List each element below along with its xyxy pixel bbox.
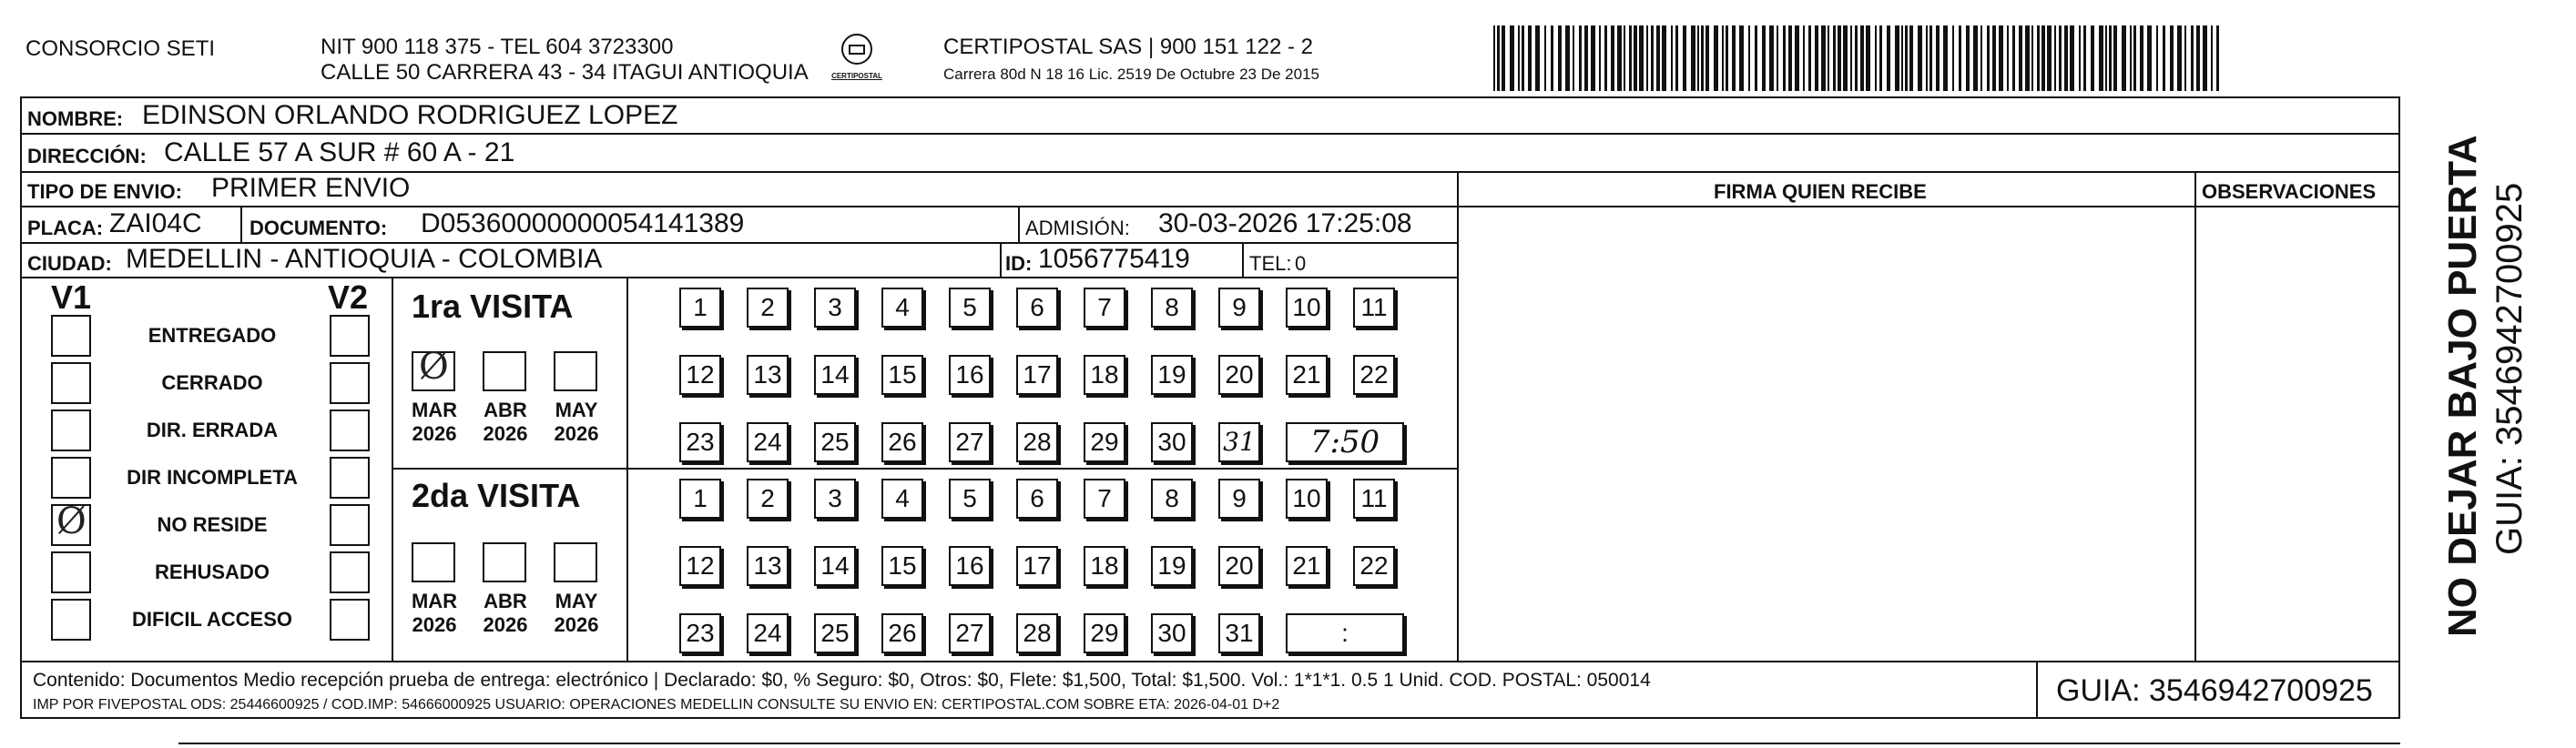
barcode-bar [1959,25,1961,91]
barcode-bar [1828,25,1829,91]
month-label: MAR 2026 [411,590,458,636]
day-box[interactable]: 28 [1016,613,1058,653]
barcode-bar [1691,25,1695,91]
barcode-bar [1510,25,1514,91]
barcode-bar [2083,25,2086,91]
barcode-bar [1973,25,1978,91]
barcode-bar [1777,25,1778,91]
barcode-bar [1895,25,1899,91]
v2-checkbox[interactable] [330,599,370,641]
footer-line2: IMP POR FIVEPOSTAL ODS: 25446600925 / COD.IMP: 54666000925 USUARIO: OPERACIONES MEDELLIN CONSULTE SU ENVIO EN: CERTIPOSTAL.COM SOBRE ETA: 2026-04-01 D+2 [33,697,1280,713]
logo-icon [824,31,890,67]
day-box[interactable]: 14 [814,546,856,586]
barcode-bar [1604,25,1607,91]
day-box[interactable]: 5 [949,479,991,519]
certi-line1: CERTIPOSTAL SAS | 900 151 122 - 2 [943,35,1313,59]
status-label: DIFICIL ACCESO [131,608,292,631]
barcode-bar [2170,25,2174,91]
barcode-bar [1966,25,1970,91]
day-box[interactable]: 27 [949,422,991,462]
day-box[interactable]: 17 [1016,355,1058,395]
barcode-bar [1705,25,1709,91]
barcode-bar [1992,25,1996,91]
barcode-bar [2037,25,2040,91]
barcode-bar [2147,25,2152,91]
month-label: MAY 2026 [554,590,599,636]
admision-value: 30-03-2026 17:25:08 [1158,208,1412,238]
v2-checkbox[interactable] [330,409,370,451]
barcode-bar [2079,25,2081,91]
month-checkbox[interactable] [483,542,526,582]
barcode-bar [1887,25,1890,91]
month-checkbox[interactable] [483,351,526,391]
v2-checkbox[interactable] [330,315,370,357]
barcode-bar [1701,25,1704,91]
day-box[interactable]: 20 [1218,355,1260,395]
barcode-bar [1843,25,1848,91]
side-guia: GUIA: 3546942700925 [2489,182,2530,555]
month-label: MAR 2026 [411,399,458,445]
barcode-bar [1558,25,1562,91]
day-box[interactable]: 9 [1218,479,1260,519]
barcode-bar [1769,25,1774,91]
nombre-value: EDINSON ORLANDO RODRIGUEZ LOPEZ [142,100,678,130]
barcode-bar [1611,25,1614,91]
documento-label: DOCUMENTO: [249,217,388,239]
status-label: DIR INCOMPLETA [127,466,298,489]
barcode-bar [2156,25,2158,91]
day-box[interactable]: 23 [679,613,721,653]
day-box[interactable]: 15 [881,355,923,395]
v1-checkbox[interactable] [51,362,91,404]
day-box[interactable]: 31 [1218,613,1260,653]
firma-header: FIRMA QUIEN RECIBE [1714,180,1927,203]
v1-checkbox[interactable] [51,500,91,546]
month-label: ABR 2026 [483,590,528,636]
barcode-bar [2211,25,2213,91]
footer-guia: GUIA: 3546942700925 [2056,673,2373,708]
day-box[interactable]: 30 [1151,613,1193,653]
time-box[interactable]: 7:50 [1286,422,1404,462]
day-box[interactable]: 13 [747,546,789,586]
barcode-bar [1943,25,1948,91]
barcode-bar [1522,25,1524,91]
v2-checkbox[interactable] [330,362,370,404]
day-box[interactable]: 2 [747,288,789,328]
barcode-bar [1535,25,1540,91]
barcode-bar [2109,25,2112,91]
address-line: CALLE 50 CARRERA 43 - 34 ITAGUI ANTIOQUIA [321,60,809,85]
barcode-bar [1739,25,1744,91]
time-box[interactable]: : [1286,613,1404,653]
day-box[interactable]: 22 [1353,546,1395,586]
barcode-bar [1918,25,1922,91]
barcode-bar [2099,25,2103,91]
day-box[interactable]: 15 [881,546,923,586]
nombre-label: NOMBRE: [27,107,124,130]
day-box[interactable]: 25 [814,613,856,653]
barcode-bar [1929,25,1932,91]
barcode-bar [2191,25,2194,91]
barcode-bar [1639,25,1644,91]
barcode-bar [1732,25,1736,91]
barcode-bar [1987,25,1990,91]
barcode-bar [1909,25,1913,91]
barcode-bar [2105,25,2107,91]
barcode-bar [2163,25,2165,91]
barcode-bar [2059,25,2062,91]
barcode-bar [1671,25,1673,91]
barcode-bar [1493,25,1495,91]
v2-checkbox[interactable] [330,504,370,546]
day-box[interactable]: 31 [1218,422,1260,462]
day-box[interactable]: 10 [1286,288,1328,328]
barcode-bar [2064,25,2068,91]
day-box[interactable]: 1 [679,288,721,328]
barcode-bar [1675,25,1678,91]
admision-label: ADMISIÓN: [1025,217,1130,239]
barcode-bar [1565,25,1570,91]
v1-checkbox[interactable] [51,409,91,451]
barcode-bar [1497,25,1500,91]
logo-text: CERTIPOSTAL [831,72,882,80]
v1-checkbox[interactable] [51,551,91,593]
side-warning: NO DEJAR BAJO PUERTA [2440,135,2485,637]
barcode-bar [1748,25,1750,91]
v2-label: V2 [328,278,369,316]
barcode-bar [2054,25,2056,91]
placa-label: PLACA: [27,217,104,239]
status-label: CERRADO [161,371,263,394]
id-value: 1056775419 [1038,244,1190,274]
barcode-bar [1591,25,1595,91]
barcode-bar [1646,25,1648,91]
barcode-bar [1808,25,1811,91]
check-mark: Ø [419,346,449,388]
footer-line1: Contenido: Documentos Medio recepción prueba de entrega: electrónico | Declarado: $0, % Seguro: $0, Otros: $0, Flete: $1,500, Total: $1,500. Vol.: 1*1*1. 0.5 1 Unid. COD. POSTAL: 050014 [33,670,1651,691]
day-box[interactable]: 4 [881,479,923,519]
day-box[interactable]: 11 [1353,479,1395,519]
barcode-bar [1838,25,1841,91]
barcode-bar [1683,25,1686,91]
day-box[interactable]: 29 [1084,613,1125,653]
barcode-bar [2070,25,2074,91]
v2-checkbox[interactable] [330,457,370,499]
barcode-bar [1528,25,1532,91]
month-checkbox[interactable] [554,542,597,582]
tipo-value: PRIMER ENVIO [211,173,411,203]
observaciones-header: OBSERVACIONES [2202,180,2377,203]
placa-value: ZAI04C [109,208,202,238]
barcode-bar [2140,25,2143,91]
barcode-bar [1617,25,1622,91]
day-box[interactable]: 25 [814,422,856,462]
day-box[interactable]: 7 [1084,479,1125,519]
day-box[interactable]: 16 [949,546,991,586]
day-box[interactable]: 20 [1218,546,1260,586]
barcode-bar [1573,25,1574,91]
barcode-bar [1879,25,1882,91]
barcode-bar [1722,25,1724,91]
day-box[interactable]: 19 [1151,355,1193,395]
barcode-bar [1875,25,1877,91]
barcode-bar [1803,25,1805,91]
barcode-bar [1821,25,1826,91]
day-box[interactable]: 8 [1151,479,1193,519]
barcode-bar [2113,25,2117,91]
barcode-bar [2031,25,2033,91]
day-box[interactable]: 28 [1016,422,1058,462]
day-box[interactable]: 21 [1286,546,1328,586]
barcode-bar [1656,25,1660,91]
barcode-bar [1795,25,1799,91]
barcode-bar [1651,25,1654,91]
day-box[interactable]: 5 [949,288,991,328]
day-box[interactable]: 12 [679,546,721,586]
company-name: CONSORCIO SETI [25,36,216,61]
barcode-bar [2012,25,2015,91]
ciudad-label: CIUDAD: [27,252,112,275]
documento-value: D05360000000054141389 [421,208,745,238]
status-label: ENTREGADO [148,324,277,347]
day-box[interactable]: 19 [1151,546,1193,586]
barcode-bar [1833,25,1836,91]
direccion-label: DIRECCIÓN: [27,145,147,167]
day-box[interactable]: 18 [1084,355,1125,395]
month-checkbox[interactable] [412,346,455,391]
v1-checkbox[interactable] [51,599,91,641]
barcode-bar [2019,25,2022,91]
barcode-bar [1952,25,1954,91]
day-box[interactable]: 18 [1084,546,1125,586]
day-box[interactable]: 3 [814,288,856,328]
day-box[interactable]: 9 [1218,288,1260,328]
barcode-bar [1599,25,1601,91]
id-label: ID: [1005,252,1033,275]
barcode [1493,25,2222,91]
tel-value: 0 [1295,252,1307,275]
day-box[interactable]: 23 [679,422,721,462]
barcode-bar [1783,25,1786,91]
barcode-bar [2047,25,2052,91]
v2-checkbox[interactable] [330,551,370,593]
barcode-bar [2122,25,2126,91]
barcode-bar [1726,25,1728,91]
status-label: NO RESIDE [157,513,268,536]
day-box[interactable]: 30 [1151,422,1193,462]
status-label: DIR. ERRADA [146,419,279,441]
barcode-bar [1762,25,1766,91]
barcode-bar [1624,25,1625,91]
direccion-value: CALLE 57 A SUR # 60 A - 21 [164,137,515,167]
day-box[interactable]: 21 [1286,355,1328,395]
day-box[interactable]: 26 [881,613,923,653]
month-checkbox[interactable] [554,351,597,391]
month-label: MAY 2026 [554,399,599,445]
barcode-bar [1634,25,1637,91]
barcode-bar [1850,25,1852,91]
ciudad-value: MEDELLIN - ANTIOQUIA - COLOMBIA [126,244,603,274]
day-box[interactable]: 3 [814,479,856,519]
barcode-bar [1551,25,1553,91]
barcode-bar [1815,25,1818,91]
barcode-bar [1629,25,1632,91]
v1-label: V1 [51,278,92,316]
second-visit-title: 2da VISITA [412,477,581,514]
certi-line2: Carrera 80d N 18 16 Lic. 2519 De Octubre 23 De 2015 [943,66,1319,83]
barcode-bar [1662,25,1666,91]
day-box[interactable]: 27 [949,613,991,653]
day-box[interactable]: 12 [679,355,721,395]
barcode-bar [1999,25,2003,91]
barcode-bar [1860,25,1864,91]
tipo-label: TIPO DE ENVIO: [27,180,182,203]
barcode-bar [2025,25,2030,91]
barcode-bar [1866,25,1870,91]
barcode-bar [2216,25,2219,91]
day-box[interactable]: 4 [881,288,923,328]
day-box[interactable]: 14 [814,355,856,395]
day-box[interactable]: 1 [679,479,721,519]
barcode-bar [1980,25,1982,91]
barcode-bar [1714,25,1718,91]
check-mark: Ø [56,500,87,542]
barcode-bar [2007,25,2009,91]
barcode-bar [1905,25,1908,91]
day-box[interactable]: 16 [949,355,991,395]
day-box[interactable]: 17 [1016,546,1058,586]
barcode-bar [2184,25,2186,91]
barcode-bar [1926,25,1928,91]
barcode-bar [2091,25,2094,91]
certipostal-logo [824,31,890,84]
barcode-bar [1855,25,1858,91]
barcode-bar [2196,25,2200,91]
day-box[interactable]: 11 [1353,288,1395,328]
first-visit-title: 1ra VISITA [412,288,574,325]
barcode-bar [1755,25,1757,91]
barcode-bar [2203,25,2207,91]
v1-checkbox[interactable] [51,457,91,499]
barcode-bar [1788,25,1792,91]
barcode-bar [1518,25,1520,91]
barcode-bar [1901,25,1903,91]
month-checkbox[interactable] [412,542,455,582]
barcode-bar [1584,25,1588,91]
barcode-bar [1579,25,1582,91]
day-box[interactable]: 26 [881,422,923,462]
tel-label: TEL: [1249,252,1292,275]
barcode-bar [1697,25,1699,91]
day-box[interactable]: 7 [1084,288,1125,328]
barcode-bar [2041,25,2045,91]
barcode-bar [2133,25,2136,91]
day-box[interactable]: 24 [747,613,789,653]
day-box[interactable]: 13 [747,355,789,395]
nit-line: NIT 900 118 375 - TEL 604 3723300 [321,35,674,59]
day-box[interactable]: 2 [747,479,789,519]
barcode-bar [1502,25,1505,91]
barcode-bar [2130,25,2132,91]
barcode-bar [2177,25,2182,91]
day-box[interactable]: 6 [1016,288,1058,328]
day-box[interactable]: 6 [1016,479,1058,519]
v1-checkbox[interactable] [51,315,91,357]
barcode-bar [1544,25,1546,91]
barcode-bar [1936,25,1940,91]
month-label: ABR 2026 [483,399,528,445]
day-box[interactable]: 10 [1286,479,1328,519]
status-label: REHUSADO [155,561,270,583]
day-box[interactable]: 29 [1084,422,1125,462]
day-box[interactable]: 8 [1151,288,1193,328]
day-box[interactable]: 24 [747,422,789,462]
day-box[interactable]: 22 [1353,355,1395,395]
